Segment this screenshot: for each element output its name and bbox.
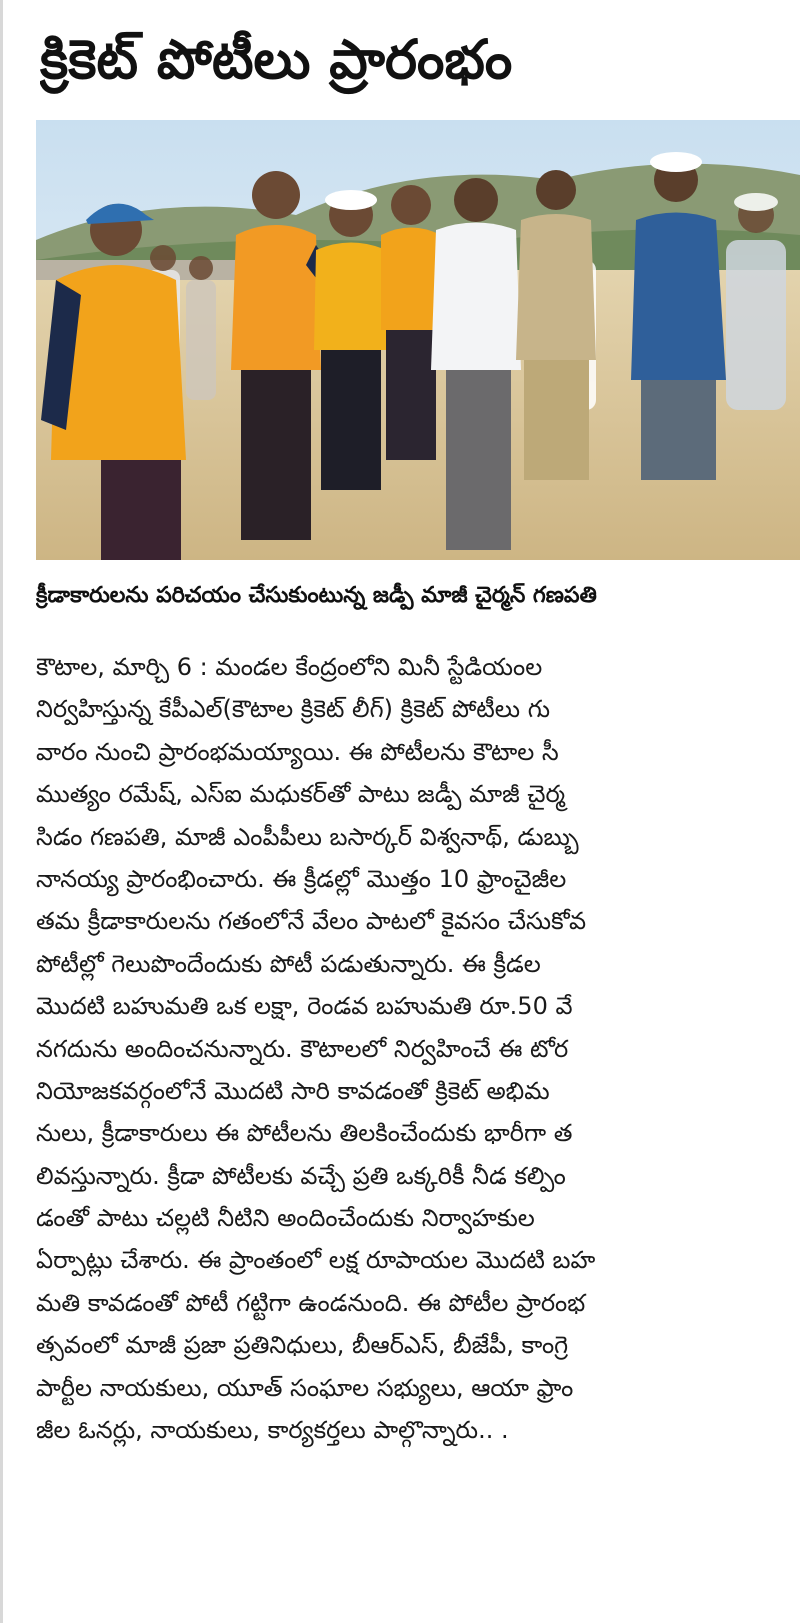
cricket-players-photo — [36, 120, 800, 560]
body-line: మతి కావడంతో పోటీ గట్టిగా ఉండనుంది. ఈ పోటీల ప్రారంభ — [36, 1288, 586, 1317]
body-line: వారం నుంచి ప్రారంభమయ్యాయి. ఈ పోటీలను కౌటాల సీ — [36, 737, 559, 766]
body-line: డంతో పాటు చల్లటి నీటిని అందించేందుకు నిర్వాహకుల — [36, 1204, 535, 1233]
body-line: ఏర్పాట్లు చేశారు. ఈ ప్రాంతంలో లక్ష రూపాయల మొదటి బహ — [36, 1246, 596, 1275]
body-line: జీల ఓనర్లు, నాయకులు, కార్యకర్తలు పాల్గొన్నారు.. . — [36, 1416, 509, 1445]
body-line: సిడం గణపతి, మాజీ ఎంపీపీలు బసార్కర్ విశ్వనాథ్, డుబ్బు — [36, 822, 579, 851]
body-line: తమ క్రీడాకారులను గతంలోనే వేలం పాటలో కైవసం చేసుకోవ — [36, 907, 587, 936]
column-rule — [0, 0, 3, 1623]
body-line: మొదటి బహుమతి ఒక లక్షా, రెండవ బహుమతి రూ.50 వే — [36, 992, 573, 1021]
body-line: నులు, క్రీడాకారులు ఈ పోటీలను తిలకించేందుకు భారీగా త — [36, 1119, 573, 1148]
headline: క్రికెట్ పోటీలు ప్రారంభం — [40, 28, 513, 91]
news-photo — [36, 120, 800, 560]
body-line: పోటీల్లో గెలుపొందేందుకు పోటీ పడుతున్నారు. ఈ క్రీడల — [36, 949, 541, 978]
body-line: నగదును అందించనున్నారు. కౌటాలలో నిర్వహించే ఈ టోర — [36, 1034, 569, 1063]
body-line: త్సవంలో మాజీ ప్రజా ప్రతినిధులు, బీఆర్ఎస్, బీజేపీ, కాంగ్రె — [36, 1331, 569, 1360]
body-line: లివస్తున్నారు. క్రీడా పోటీలకు వచ్చే ప్రతి ఒక్కరికీ నీడ కల్పిం — [36, 1161, 566, 1190]
article-body — [36, 646, 800, 1451]
body-line: కౌటాల, మార్చి 6 : మండల కేంద్రంలోని మినీ స్టేడియంల — [36, 653, 543, 681]
body-line: నియోజకవర్గంలోనే మొదటి సారి కావడంతో క్రికెట్ అభిమ — [36, 1076, 550, 1105]
body-line: నానయ్య ప్రారంభించారు. ఈ క్రీడల్లో మొత్తం 10 ఫ్రాంచైజీల — [36, 864, 567, 893]
body-line: పార్టీల నాయకులు, యూత్ సంఘాల సభ్యులు, ఆయా ఫ్రాం — [36, 1373, 574, 1402]
body-line: ముత్యం రమేష్, ఎస్ఐ మధుకర్‌తో పాటు జడ్పీ మాజీ చైర్మ — [36, 780, 566, 809]
photo-caption: క్రీడాకారులను పరిచయం చేసుకుంటున్న జడ్పీ మాజీ చైర్మన్ గణపతి — [36, 583, 597, 608]
body-line: నిర్వహిస్తున్న కేపీఎల్(కౌటాల క్రికెట్ లీగ్) క్రికెట్ పోటీలు గు — [36, 695, 551, 724]
